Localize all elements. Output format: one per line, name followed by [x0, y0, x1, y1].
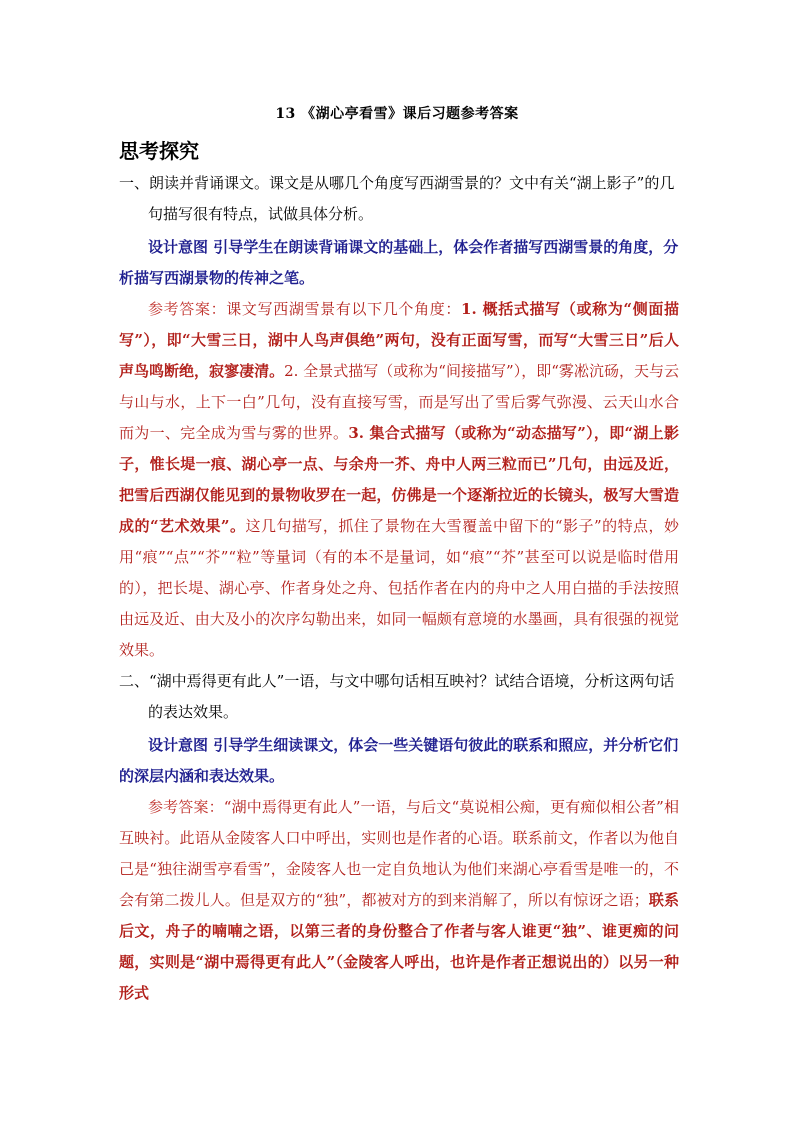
design-intent-2-text: 引导学生细读课文，体会一些关键语句彼此的联系和照应，并分析它们的深层内涵和表达效果。 — [119, 736, 679, 785]
reference-answer-1-point-3: 3. 集合式描写（或称为“动态描写”），即“湖上影子，惟长堤一痕、湖心亭一点、与余舟一芥、舟中人两三粒而已”几句，由远及近，把雪后西湖仅能见到的景物收罗在一起，仿佛是一个逐渐拉近的长镜头，极写大雪造成的“艺术效果”。 — [119, 424, 679, 535]
reference-answer-2-text-a: “湖中焉得更有此人”一语，与后文“莫说相公痴，更有痴似相公者”相互映衬。此语从金陵客人口中呼出，实则也是作者的心语。联系前文，作者以为他自己是“独往湖雪亭看雪”，金陵客人也一定自负地认为他们来湖心亭看雪是唯一的，不会有第二拨儿人。但是双方的“独”，都被对方的到来消解了，所以有惊讶之语； — [119, 798, 679, 909]
question-2 — [119, 666, 679, 728]
page-title: 13 《湖心亭看雪》课后习题参考答案 — [275, 106, 519, 122]
reference-answer-2 — [119, 792, 679, 1009]
design-intent-1-text: 引导学生在朗读背诵课文的基础上，体会作者描写西湖雪景的角度，分析描写西湖景物的传神之笔。 — [119, 238, 679, 287]
design-intent-2-label: 设计意图 — [148, 736, 209, 754]
reference-answer-1-label: 参考答案： — [148, 300, 227, 318]
reference-answer-1-intro: 课文写西湖雪景有以下几个角度： — [226, 300, 462, 318]
design-intent-1-label: 设计意图 — [148, 238, 209, 256]
reference-answer-1 — [119, 294, 679, 666]
reference-answer-1-analysis: 这几句描写，抓住了景物在大雪覆盖中留下的“影子”的特点，妙用“痕”“点”“芥”“粒”等量词（有的本不是量词，如“痕”“芥”甚至可以说是临时借用的），把长堤、湖心亭、作者身处之舟、包括作者在内的舟中之人用白描的手法按照由远及近、由大及小的次序勾勒出来，如同一幅颇有意境的水墨画，具有很强的视觉效果。 — [119, 517, 680, 659]
reference-answer-2-label: 参考答案： — [148, 798, 224, 816]
question-2-line-1: 二、“湖中焉得更有此人”一语，与文中哪句话相互映衬？试结合语境，分析这两句话 — [119, 672, 675, 690]
reference-answer-1-point-1: 1. 概括式描写（或称为“侧面描写”），即“大雪三日，湖中人鸟声俱绝”两句，没有正面写雪，而写“大雪三日”后人声鸟鸣断绝，寂寥凄清。 — [119, 300, 679, 380]
reference-answer-1-point-2: 2. 全景式描写（或称为“间接描写”），即“雾凇沆砀，天与云与山与水，上下一白”几句，没有直接写雪，而是写出了雪后雾气弥漫、云天山水合而为一、完全成为雪与雾的世界。 — [119, 362, 679, 442]
reference-answer-2-text-b: 联系后文，舟子的喃喃之语，以第三者的身份整合了作者与客人谁更“独”、谁更痴的问题，实则是“湖中焉得更有此人”（金陵客人呼出，也许是作者正想说出的）以另一种形式 — [119, 891, 679, 1002]
design-intent-2 — [119, 730, 679, 792]
question-1-line-1: 一、朗读并背诵课文。课文是从哪几个角度写西湖雪景的？文中有关“湖上影子”的几 — [119, 174, 675, 192]
question-1-line-2: 句描写很有特点，试做具体分析。 — [148, 205, 374, 223]
question-2-line-2: 的表达效果。 — [148, 703, 239, 721]
question-1 — [119, 168, 679, 230]
section-heading: 思考探究 — [119, 139, 199, 163]
design-intent-1 — [119, 232, 679, 294]
